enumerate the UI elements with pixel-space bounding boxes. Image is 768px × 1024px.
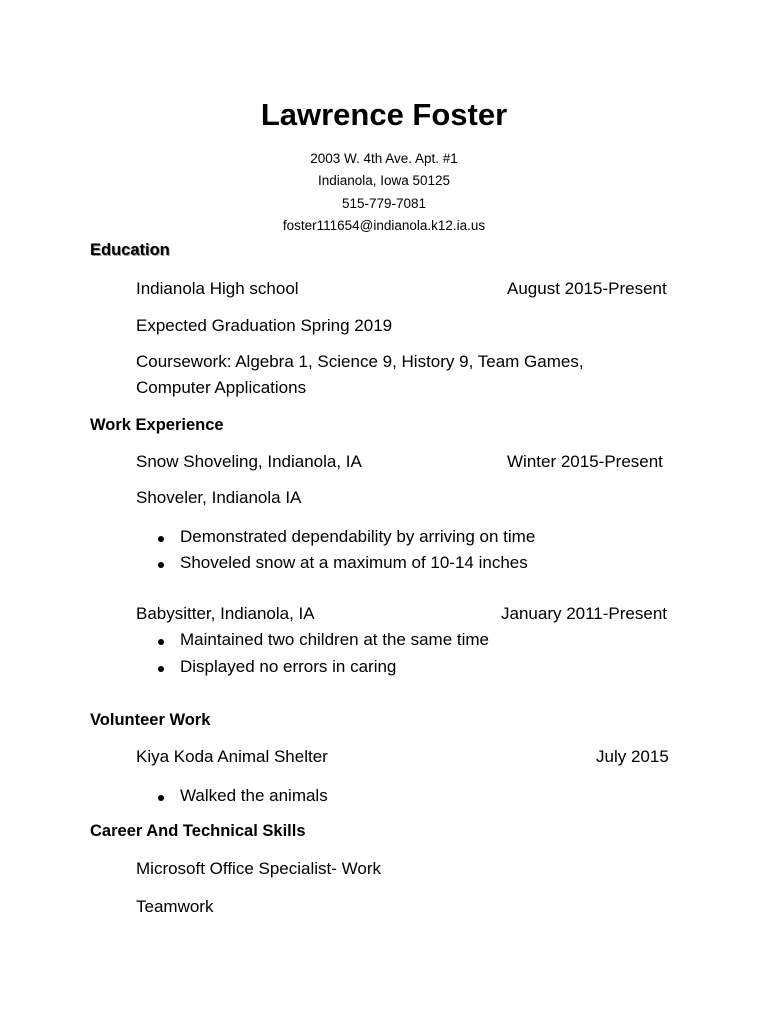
skill-item: Microsoft Office Specialist- Work [136, 859, 381, 878]
job2-bullets [158, 630, 489, 684]
list-item: Walked the animals [158, 786, 328, 812]
volunteer-dates: July 2015 [596, 747, 669, 766]
job2-dates: January 2011-Present [501, 604, 668, 623]
volunteer-org: Kiya Koda Animal Shelter [136, 747, 328, 766]
education-school: Indianola High school [136, 279, 299, 298]
bullet-icon [158, 666, 164, 672]
job2-title: Babysitter, Indianola, IA [136, 604, 315, 623]
job1-role: Shoveler, Indianola IA [136, 488, 302, 507]
contact-phone: 515-779-7081 [341, 196, 427, 211]
job1-bullets [158, 527, 535, 579]
education-coursework-line2: Computer Applications [136, 378, 307, 397]
bullet-icon [158, 795, 164, 801]
education-heading: Education [90, 241, 170, 259]
contact-address: 2003 W. 4th Ave. Apt. #1 [310, 151, 458, 166]
job1-dates: Winter 2015-Present [507, 452, 663, 471]
list-item: Displayed no errors in caring [158, 657, 489, 684]
work-heading: Work Experience [90, 416, 224, 434]
bullet-icon [158, 639, 164, 645]
job1-title: Snow Shoveling, Indianola, IA [136, 452, 362, 471]
education-graduation: Expected Graduation Spring 2019 [136, 316, 393, 335]
volunteer-bullets [158, 786, 328, 812]
contact-email: foster111654@indianola.k12.ia.us [282, 218, 486, 233]
bullet-icon [158, 536, 164, 542]
list-item: Shoveled snow at a maximum of 10-14 inches [158, 553, 535, 579]
skill-item: Teamwork [136, 897, 214, 916]
education-coursework-line1: Coursework: Algebra 1, Science 9, History 9, Team Games, [136, 352, 584, 371]
contact-city: Indianola, Iowa 50125 [317, 173, 451, 188]
bullet-icon [158, 562, 164, 568]
education-dates: August 2015-Present [507, 279, 667, 298]
volunteer-heading: Volunteer Work [90, 711, 211, 729]
list-item: Demonstrated dependability by arriving on time [158, 527, 535, 553]
skills-heading: Career And Technical Skills [90, 822, 306, 840]
list-item: Maintained two children at the same time [158, 630, 489, 657]
resume-name: Lawrence Foster [260, 97, 508, 132]
